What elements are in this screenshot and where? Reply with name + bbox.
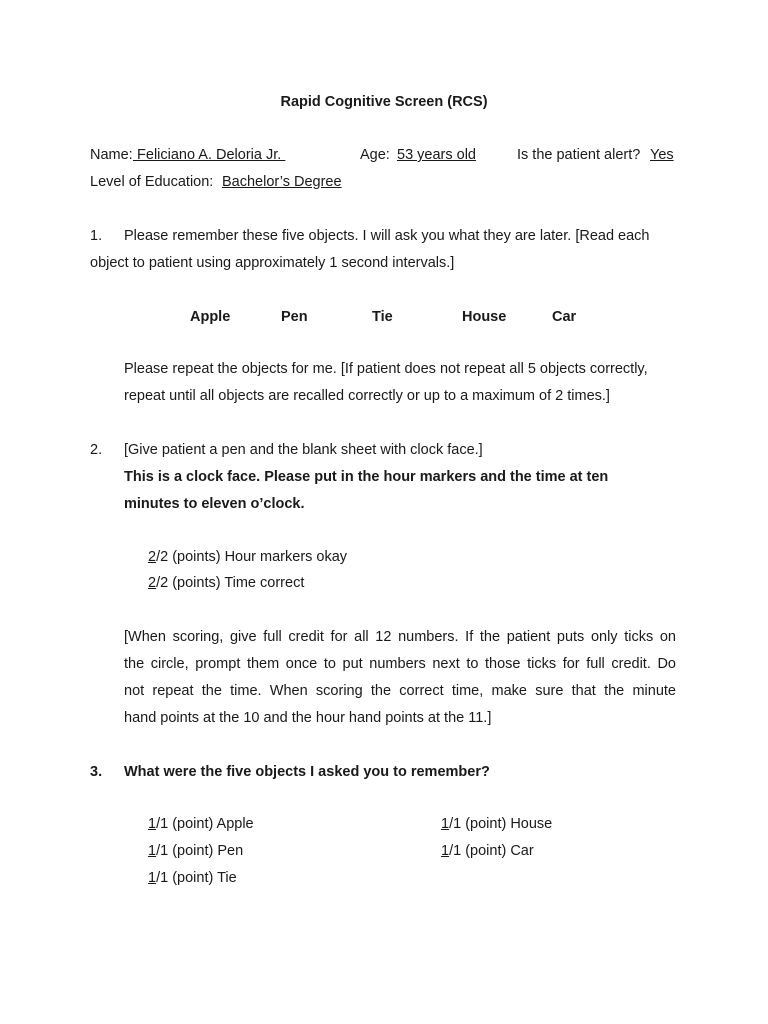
q2-prompt-line2: minutes to eleven o’clock. <box>124 496 305 512</box>
score-value: 1 <box>148 843 157 859</box>
score-text: /1 (point) Pen <box>156 843 244 859</box>
q2-note-line2: the circle, prompt them once to put numbers next to those ticks for full credit. Do <box>124 656 676 672</box>
score-value: 1 <box>148 870 157 886</box>
object-apple: Apple <box>190 309 231 325</box>
score-value: 2 <box>148 575 157 591</box>
object-house: House <box>462 309 507 325</box>
q1-number: 1. <box>90 228 103 244</box>
name-value: Feliciano A. Deloria Jr. <box>133 147 286 163</box>
score-text: /1 (point) Tie <box>156 870 237 886</box>
q2-note-line4: hand points at the 10 and the hour hand points at the 11.] <box>124 710 492 726</box>
q2-note-line1: [When scoring, give full credit for all 12 numbers. If the patient puts only ticks on <box>124 629 676 645</box>
object-pen: Pen <box>281 309 308 325</box>
q2-score-hour-markers <box>148 548 347 566</box>
score-text: /1 (point) Car <box>449 843 534 859</box>
object-car: Car <box>552 309 577 325</box>
score-value: 1 <box>148 816 157 832</box>
alert-value: Yes <box>650 147 674 163</box>
q2-prompt-line1: This is a clock face. Please put in the hour markers and the time at ten <box>124 469 609 485</box>
score-value: 1 <box>441 843 450 859</box>
q1-text-line2: object to patient using approximately 1 second intervals.] <box>90 255 455 271</box>
q1-repeat-line1: Please repeat the objects for me. [If patient does not repeat all 5 objects correctly, <box>124 361 648 377</box>
name-label: Name: <box>90 147 133 163</box>
page-title: Rapid Cognitive Screen (RCS) <box>280 94 488 110</box>
q3-score-car <box>441 842 534 860</box>
q1-repeat-line2: repeat until all objects are recalled correctly or up to a maximum of 2 times.] <box>124 388 610 404</box>
score-value: 1 <box>441 816 450 832</box>
score-value: 2 <box>148 549 157 565</box>
education-value: Bachelor’s Degree <box>222 174 342 190</box>
q3-score-apple <box>148 815 254 833</box>
q2-note-line3: not repeat the time. When scoring the correct time, make sure that the minute <box>124 683 676 699</box>
education-label: Level of Education: <box>90 174 214 190</box>
q3-score-tie <box>148 869 237 887</box>
q2-score-time <box>148 574 304 592</box>
age-value: 53 years old <box>397 147 476 163</box>
object-tie: Tie <box>372 309 393 325</box>
q3-number: 3. <box>90 764 103 780</box>
q3-prompt: What were the five objects I asked you to remember? <box>124 764 490 780</box>
score-text: /1 (point) House <box>449 816 553 832</box>
q2-number: 2. <box>90 442 103 458</box>
score-text: /1 (point) Apple <box>156 816 254 832</box>
q1-text-line1: Please remember these five objects. I will ask you what they are later. [Read each <box>124 228 650 244</box>
q3-score-house <box>441 815 552 833</box>
age-label: Age: <box>360 147 390 163</box>
alert-label: Is the patient alert? <box>517 147 641 163</box>
score-text: /2 (points) Time correct <box>156 575 305 591</box>
q2-instruction: [Give patient a pen and the blank sheet with clock face.] <box>124 442 483 458</box>
q3-score-pen <box>148 842 243 860</box>
score-text: /2 (points) Hour markers okay <box>156 549 348 565</box>
